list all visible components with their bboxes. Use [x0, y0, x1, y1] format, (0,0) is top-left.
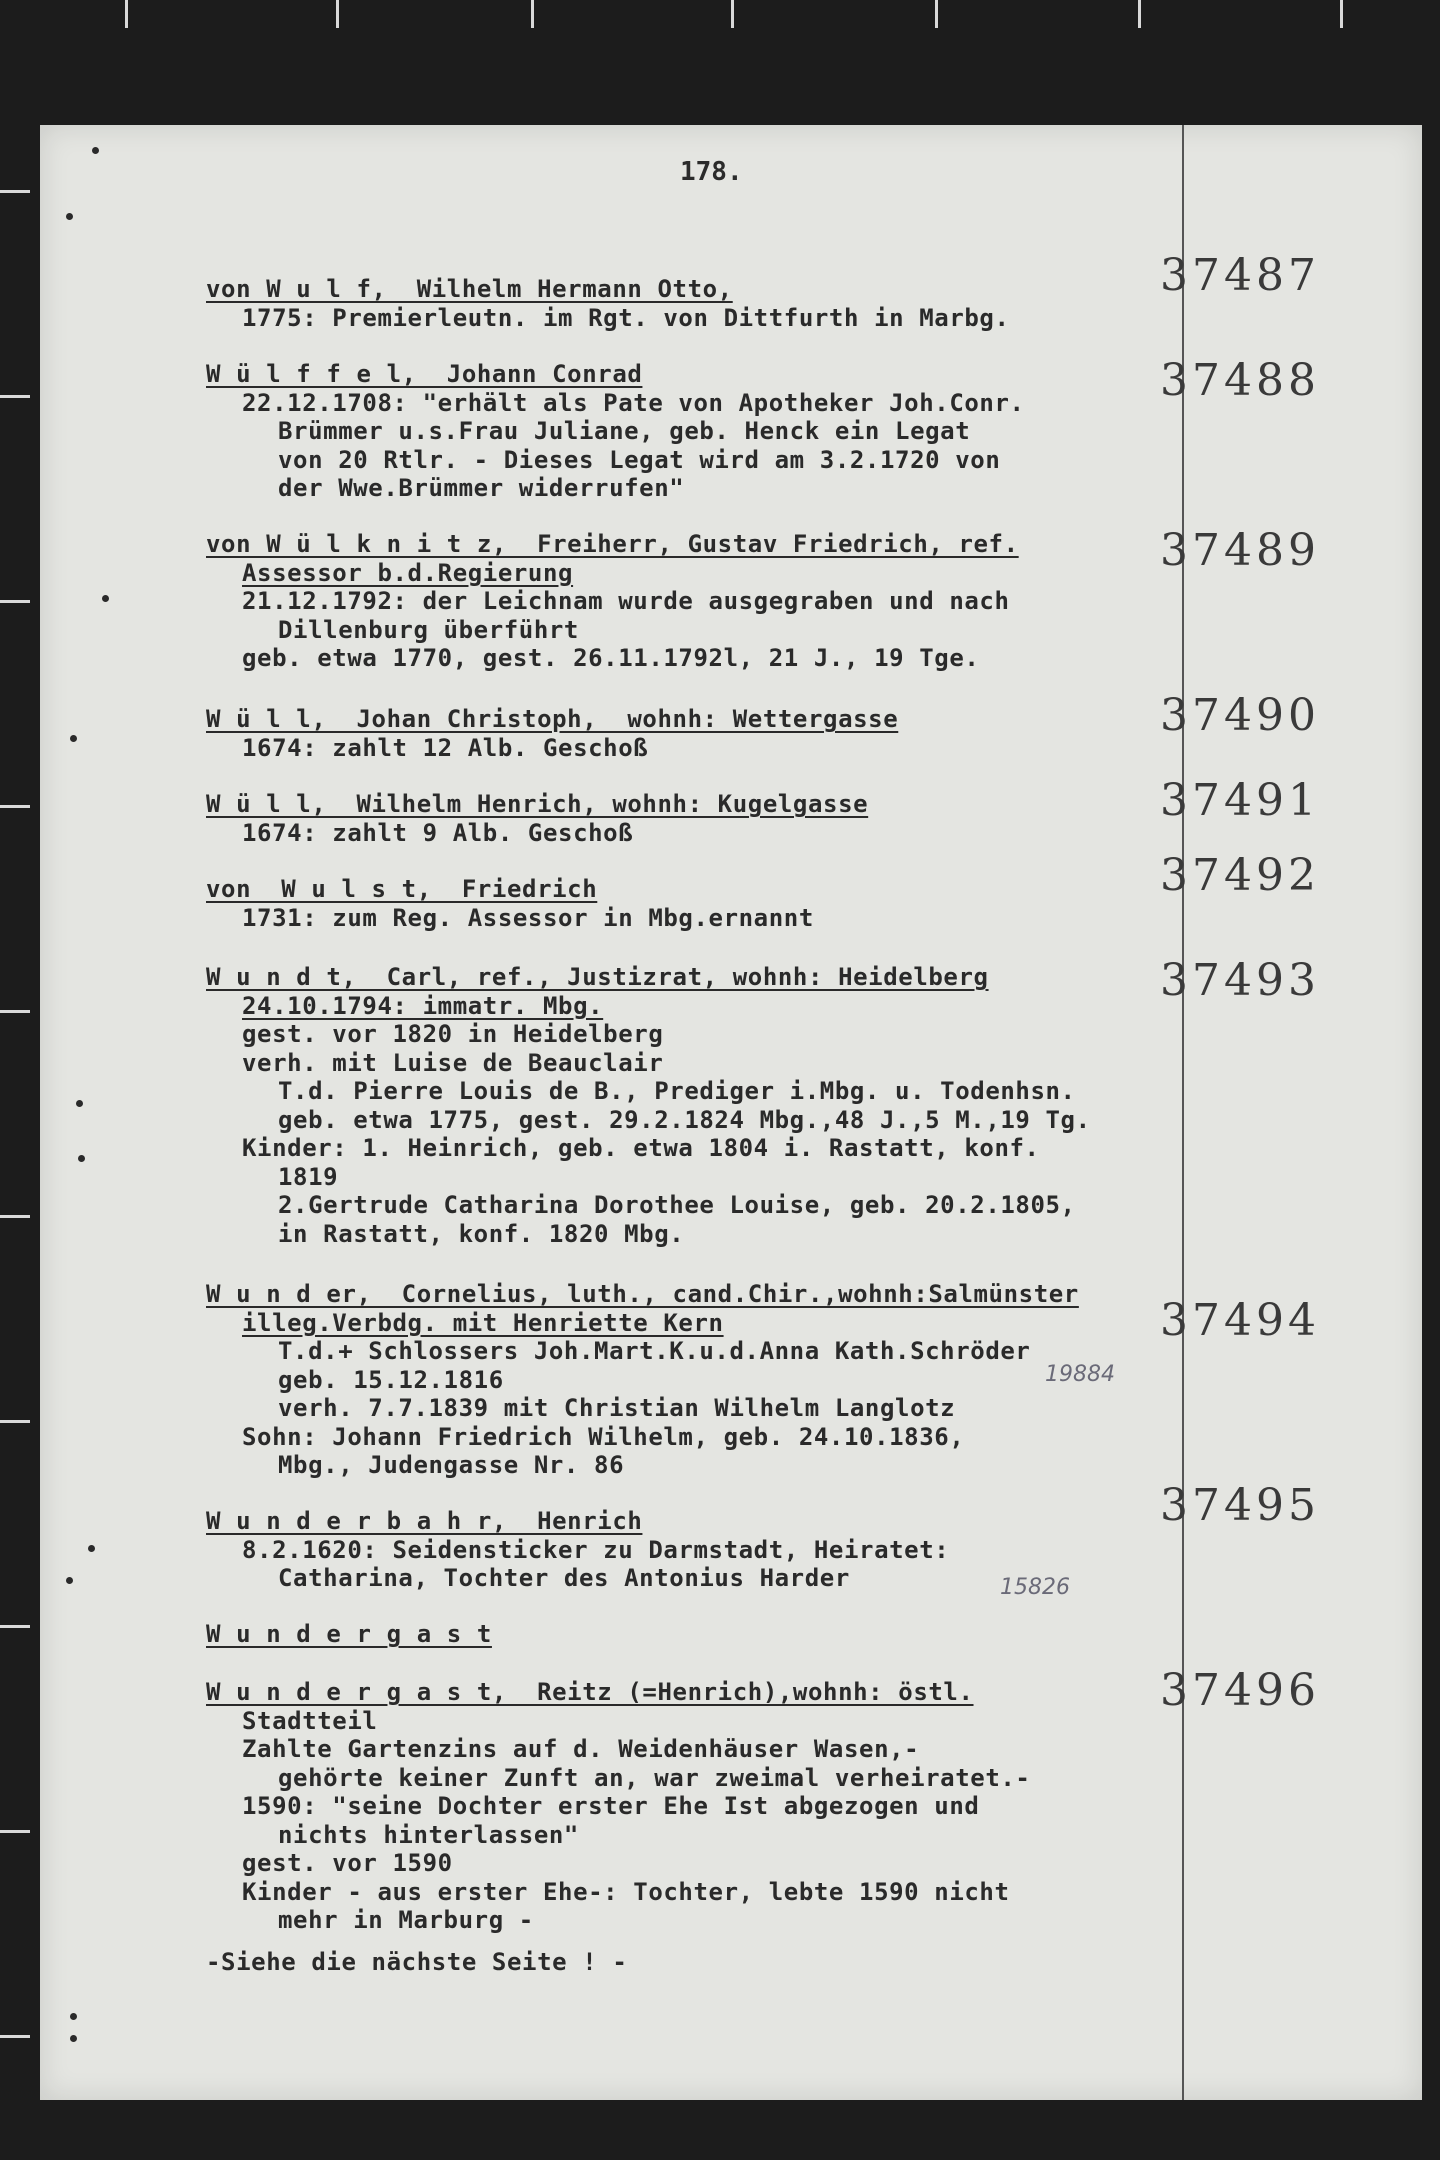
punch-hole: [66, 1577, 73, 1584]
ruler-tick: [0, 805, 30, 808]
entry-line: 8.2.1620: Seidensticker zu Darmstadt, Heiratet:: [242, 1535, 950, 1564]
entry-line: gest. vor 1820 in Heidelberg: [242, 1020, 664, 1048]
ruler-tick: [935, 0, 938, 28]
entry-line: geb. etwa 1770, gest. 26.11.1792l, 21 J., 19 Tge.: [242, 644, 980, 672]
ruler-tick: [0, 395, 30, 398]
ruler-tick: [125, 0, 128, 28]
entry-number: 37493: [1160, 955, 1320, 1006]
pencil-note: 15826: [1000, 1575, 1070, 1600]
entry-line: Dillenburg überführt: [278, 615, 579, 644]
entry-line: 1819: [278, 1162, 339, 1191]
entry-line: 24.10.1794: immatr. Mbg.: [242, 991, 604, 1020]
entry-37496: [206, 1678, 1186, 1935]
entry-number: 37495: [1160, 1480, 1320, 1531]
entry-heading: W u n d e r g a s t, Reitz (=Henrich),wohnh: östl.: [206, 1678, 974, 1706]
entry-line: verh. 7.7.1839 mit Christian Wilhelm Langlotz: [278, 1394, 956, 1422]
page-number: 178.: [680, 157, 743, 187]
entry-line: geb. 15.12.1816: [278, 1365, 504, 1394]
entry-37491: [206, 790, 1186, 847]
ruler-tick: [0, 1215, 30, 1218]
entry-37488: [206, 360, 1186, 503]
entry-line: Assessor b.d.Regierung: [242, 558, 574, 587]
entry-line: Kinder - aus erster Ehe-: Tochter, lebte 1590 nicht: [242, 1877, 1010, 1906]
entry-heading: W u n d e r b a h r, Henrich: [206, 1507, 643, 1535]
entry-37493: [206, 963, 1186, 1248]
punch-hole: [88, 1545, 95, 1552]
entry-heading: von W ü l k n i t z, Freiherr, Gustav Friedrich, ref.: [206, 530, 1019, 558]
ruler-tick: [0, 1010, 30, 1013]
ruler-tick: [0, 600, 30, 603]
ruler-tick: [1340, 0, 1343, 28]
entry-number: 37490: [1160, 690, 1320, 741]
ruler-tick: [0, 1625, 30, 1628]
entry-line: 22.12.1708: "erhält als Pate von Apotheker Joh.Conr.: [242, 388, 1025, 417]
entry-wundergast-heading: [206, 1620, 1186, 1649]
entry-line: 1674: zahlt 9 Alb. Geschoß: [242, 818, 634, 847]
entry-37492: [206, 875, 1186, 932]
entry-heading: W ü l l, Johan Christoph, wohnh: Wettergasse: [206, 705, 899, 733]
entry-line: verh. mit Luise de Beauclair: [242, 1048, 664, 1077]
ruler-tick: [0, 1830, 30, 1833]
page-footer: -Siehe die nächste Seite ! -: [206, 1948, 628, 1976]
entry-line: Catharina, Tochter des Antonius Harder: [278, 1564, 850, 1592]
entry-line: 1590: "seine Dochter erster Ehe Ist abgezogen und: [242, 1792, 980, 1820]
entry-heading: W u n d t, Carl, ref., Justizrat, wohnh: Heidelberg: [206, 963, 989, 991]
entry-37487: [206, 275, 1186, 332]
punch-hole: [70, 2013, 77, 2020]
ruler-tick: [0, 2035, 30, 2038]
ruler-tick: [731, 0, 734, 28]
entry-line: nichts hinterlassen": [278, 1820, 579, 1849]
entry-line: der Wwe.Brümmer widerrufen": [278, 474, 685, 502]
entry-line: 21.12.1792: der Leichnam wurde ausgegraben und nach: [242, 587, 1010, 615]
entry-number: 37496: [1160, 1665, 1320, 1716]
punch-hole: [70, 2035, 77, 2042]
entry-line: illeg.Verbdg. mit Henriette Kern: [242, 1308, 724, 1337]
punch-hole: [76, 1100, 83, 1107]
entry-line: gest. vor 1590: [242, 1849, 453, 1877]
entry-line: von 20 Rtlr. - Dieses Legat wird am 3.2.1720 von: [278, 445, 1001, 474]
entry-number: 37491: [1160, 775, 1320, 826]
punch-hole: [70, 735, 77, 742]
entry-line: Sohn: Johann Friedrich Wilhelm, geb. 24.10.1836,: [242, 1422, 965, 1451]
punch-hole: [78, 1155, 85, 1162]
entry-heading: W ü l l, Wilhelm Henrich, wohnh: Kugelgasse: [206, 790, 869, 818]
punch-hole: [66, 213, 73, 220]
entry-37490: [206, 705, 1186, 762]
entry-heading: W u n d er, Cornelius, luth., cand.Chir.,wohnh:Salmünster: [206, 1280, 1079, 1308]
ruler-tick: [0, 1420, 30, 1423]
entry-37494: [206, 1280, 1186, 1480]
entry-line: 1674: zahlt 12 Alb. Geschoß: [242, 733, 649, 762]
pencil-note: 19884: [1045, 1362, 1115, 1387]
punch-hole: [102, 595, 109, 602]
punch-hole: [92, 147, 99, 154]
entry-heading: von W u l f, Wilhelm Hermann Otto,: [206, 275, 733, 303]
ruler-tick: [336, 0, 339, 28]
entry-line: Stadtteil: [242, 1706, 378, 1735]
entry-heading: von W u l s t, Friedrich: [206, 875, 598, 903]
entry-line: gehörte keiner Zunft an, war zweimal verheiratet.-: [278, 1763, 1031, 1792]
entry-line: 1775: Premierleutn. im Rgt. von Dittfurth in Marbg.: [242, 303, 1010, 332]
entry-line: Zahlte Gartenzins auf d. Weidenhäuser Wasen,-: [242, 1735, 920, 1763]
ruler-tick: [1138, 0, 1141, 28]
entry-line: T.d.+ Schlossers Joh.Mart.K.u.d.Anna Kath.Schröder: [278, 1337, 1031, 1365]
entry-line: Brümmer u.s.Frau Juliane, geb. Henck ein Legat: [278, 417, 971, 445]
entry-line: in Rastatt, konf. 1820 Mbg.: [278, 1219, 685, 1248]
ruler-tick: [531, 0, 534, 28]
entry-line: mehr in Marburg -: [278, 1906, 534, 1934]
entry-line: T.d. Pierre Louis de B., Prediger i.Mbg. u. Todenhsn.: [278, 1077, 1076, 1105]
ruler-tick: [0, 190, 30, 193]
entry-line: 2.Gertrude Catharina Dorothee Louise, geb. 20.2.1805,: [278, 1191, 1076, 1219]
entry-37489: [206, 530, 1186, 673]
entry-line: Mbg., Judengasse Nr. 86: [278, 1451, 625, 1479]
entry-heading: W u n d e r g a s t: [206, 1620, 492, 1648]
entry-number: 37489: [1160, 525, 1320, 576]
entry-heading: W ü l f f e l, Johann Conrad: [206, 360, 643, 388]
entry-line: 1731: zum Reg. Assessor in Mbg.ernannt: [242, 903, 814, 932]
entry-line: geb. etwa 1775, gest. 29.2.1824 Mbg.,48 J.,5 M.,19 Tg.: [278, 1105, 1091, 1134]
entry-number: 37494: [1160, 1295, 1320, 1346]
entry-line: Kinder: 1. Heinrich, geb. etwa 1804 i. Rastatt, konf.: [242, 1134, 1040, 1162]
entry-number: 37487: [1160, 250, 1320, 301]
entry-number: 37492: [1160, 850, 1320, 901]
entry-number: 37488: [1160, 355, 1320, 406]
